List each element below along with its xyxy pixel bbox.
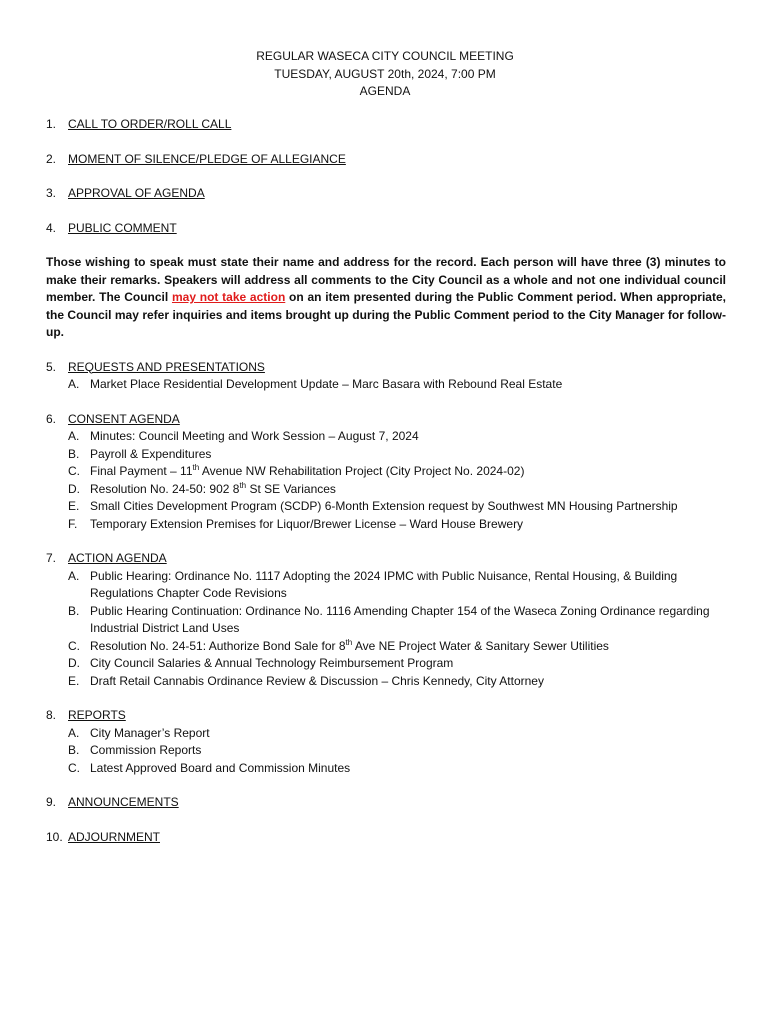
item-title: APPROVAL OF AGENDA [68, 186, 205, 200]
ordinal-suffix: th [345, 637, 353, 647]
agenda-header [0, 48, 770, 101]
sub-item [68, 603, 726, 638]
notice-text-part2: on an item presented during the Public Comment period. When appropriate, the Council may refer inquiries and items brought up during the Public Comment period to the City Manager for follow-up. [46, 290, 726, 339]
sub-text-pre: Final Payment – 11 [90, 464, 193, 478]
sub-text: Commission Reports [90, 743, 202, 757]
sub-letter: F. [68, 516, 78, 531]
agenda-item-4 [46, 220, 726, 238]
sub-text: Draft Retail Cannabis Ordinance Review & Discussion – Chris Kennedy, City Attorney [90, 673, 544, 688]
item-title: REQUESTS AND PRESENTATIONS [68, 359, 265, 374]
item-title: ADJOURNMENT [68, 829, 160, 844]
sub-text [90, 463, 726, 481]
item-number: 10. [46, 829, 63, 844]
item-title: REPORTS [68, 708, 126, 722]
sub-text: Small Cities Development Program (SCDP) 6-Month Extension request by Southwest MN Housing Partnership [90, 499, 678, 513]
agenda-item-1 [46, 116, 726, 134]
agenda-item-2 [46, 151, 726, 169]
sub-item [68, 655, 726, 673]
public-comment-notice [46, 254, 726, 342]
sub-item [68, 481, 726, 499]
sub-text: City Council Salaries & Annual Technology Reimbursement Program [90, 656, 454, 670]
notice-text-part1: Those wishing to speak must state their name and address for the record. Each person will have three (3) minutes to make their remarks. Speakers will address all comments to the City Council as a whole and not one individual council member. The Council [46, 255, 726, 304]
sub-text-post: Avenue NW Rehabilitation Project (City Project No. 2024-02) [199, 464, 525, 478]
meeting-date: TUESDAY, AUGUST 20th, 2024, 7:00 PM [274, 66, 496, 81]
item-title: ACTION AGENDA [68, 551, 167, 565]
sub-text-pre: Resolution No. 24-50: 902 8 [90, 481, 240, 496]
sub-text: Market Place Residential Development Update – Marc Basara with Rebound Real Estate [90, 377, 563, 391]
sub-letter: A. [68, 725, 80, 740]
sub-text [90, 638, 726, 656]
agenda-item-10 [46, 829, 726, 847]
sub-letter: A. [68, 568, 80, 583]
sub-text: City Manager’s Report [90, 725, 210, 740]
sub-item [68, 673, 726, 691]
sub-text: Latest Approved Board and Commission Minutes [90, 760, 351, 775]
sub-letter: E. [68, 673, 80, 688]
sub-letter: A. [68, 377, 80, 391]
sub-text-pre: Resolution No. 24-51: Authorize Bond Sale for 8 [90, 638, 346, 653]
agenda-item-9 [46, 794, 726, 812]
sub-letter: D. [68, 656, 80, 670]
sub-item [68, 742, 726, 760]
ordinal-suffix: th [192, 463, 200, 472]
agenda-item-5 [46, 359, 726, 394]
item-title: MOMENT OF SILENCE/PLEDGE OF ALLEGIANCE [68, 151, 346, 166]
item-number: 6. [46, 411, 57, 426]
item-number: 1. [46, 117, 57, 131]
notice-highlight: may not take action [171, 290, 286, 304]
sub-item [68, 463, 726, 481]
item-title: CONSENT AGENDA [68, 411, 180, 426]
sub-item [68, 376, 726, 394]
sub-text: Minutes: Council Meeting and Work Session – August 7, 2024 [90, 429, 419, 443]
sub-text: Temporary Extension Premises for Liquor/Brewer License – Ward House Brewery [90, 516, 524, 531]
item-title: CALL TO ORDER/ROLL CALL [68, 117, 232, 131]
item-number: 5. [46, 359, 57, 374]
sub-item [68, 638, 726, 656]
sub-letter: D. [68, 481, 80, 496]
item-number: 3. [46, 186, 57, 200]
sub-text: Public Hearing Continuation: Ordinance No. 1116 Amending Chapter 154 of the Waseca Zoning Ordinance regarding Industrial District Land Uses [90, 603, 710, 635]
item-number: 9. [46, 795, 57, 809]
agenda-items [46, 116, 726, 863]
item-number: 2. [46, 151, 57, 166]
agenda-item-7 [46, 550, 726, 690]
sub-letter: C. [68, 760, 80, 775]
sub-letter: B. [68, 743, 80, 757]
sub-letter: C. [68, 464, 80, 478]
sub-letter: C. [68, 638, 80, 653]
sub-text [90, 481, 726, 499]
item-number: 4. [46, 220, 57, 235]
sub-item [68, 498, 726, 516]
sub-item [68, 428, 726, 446]
agenda-heading: AGENDA [359, 84, 411, 98]
sub-text: Public Hearing: Ordinance No. 1117 Adopting the 2024 IPMC with Public Nuisance, Rental Housing, & Building Regulations Chapter Code Revisions [90, 568, 678, 600]
sub-item [68, 760, 726, 778]
sub-text: Payroll & Expenditures [90, 446, 212, 461]
sub-item [68, 568, 726, 603]
sub-letter: E. [68, 499, 80, 513]
ordinal-suffix: th [239, 480, 247, 490]
sub-letter: B. [68, 603, 80, 618]
item-title: PUBLIC COMMENT [68, 220, 177, 235]
sub-item [68, 516, 726, 534]
agenda-item-3 [46, 185, 726, 203]
item-number: 8. [46, 708, 57, 722]
sub-text-post: St SE Variances [246, 481, 336, 496]
item-title: ANNOUNCEMENTS [68, 795, 179, 809]
sub-item [68, 446, 726, 464]
sub-text-post: Ave NE Project Water & Sanitary Sewer Utilities [352, 638, 609, 653]
sub-item [68, 725, 726, 743]
sub-letter: A. [68, 429, 80, 443]
meeting-title: REGULAR WASECA CITY COUNCIL MEETING [256, 49, 514, 63]
agenda-item-6 [46, 411, 726, 534]
sub-letter: B. [68, 446, 80, 461]
item-number: 7. [46, 551, 57, 565]
agenda-item-8 [46, 707, 726, 777]
